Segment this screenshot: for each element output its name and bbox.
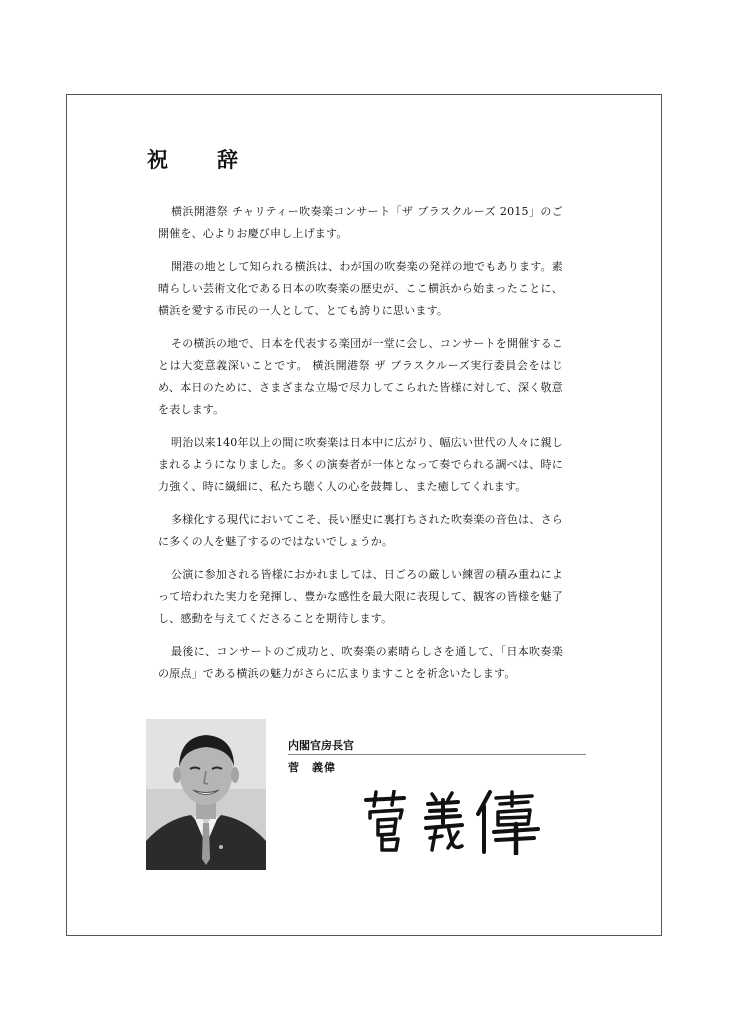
message-body <box>158 201 563 696</box>
paragraph-1: 横浜開港祭 チャリティー吹奏楽コンサート「ザ ブラスクルーズ 2015」のご開催を、心よりお慶び申し上げます。 <box>158 205 563 240</box>
signatory-name: 菅 義偉 <box>288 761 336 774</box>
handwritten-signature <box>360 790 545 855</box>
paragraph-5: 多様化する現代においてこそ、長い歴史に裏打ちされた吹奏楽の音色は、さらに多くの人を魅了するのではないでしょうか。 <box>158 513 563 548</box>
signature-divider <box>288 754 586 755</box>
paragraph-6: 公演に参加される皆様におかれましては、日ごろの厳しい練習の積み重ねによって培われた実力を発揮し、豊かな感性を最大限に表現して、観客の皆様を魅了し、感動を与えてくださることを期待します。 <box>158 568 563 625</box>
document-title: 祝 辞 <box>147 148 252 172</box>
paragraph-2: 開港の地として知られる横浜は、わが国の吹奏楽の発祥の地でもあります。素晴らしい芸術文化である日本の吹奏楽の歴史が、ここ横浜から始まったことに、横浜を愛する市民の一人として、とても誇りに思います。 <box>158 260 563 317</box>
paragraph-3: その横浜の地で、日本を代表する楽団が一堂に会し、コンサートを開催することは大変意義深いことです。 横浜開港祭 ザ ブラスクルーズ実行委員会をはじめ、本日のために、さまざまな立場で尽力してこられた皆様に対して、深く敬意を表します。 <box>158 337 563 416</box>
portrait-photo <box>146 719 266 870</box>
signatory-title: 内閣官房長官 <box>288 739 354 752</box>
paragraph-4: 明治以来140年以上の間に吹奏楽は日本中に広がり、幅広い世代の人々に親しまれるようになりました。多くの演奏者が一体となって奏でられる調べは、時に力強く、時に繊細に、私たち聴く人の心を鼓舞し、また癒してくれます。 <box>158 436 563 493</box>
paragraph-7: 最後に、コンサートのご成功と、吹奏楽の素晴らしさを通して、「日本吹奏楽の原点」である横浜の魅力がさらに広まりますことを祈念いたします。 <box>158 645 563 680</box>
